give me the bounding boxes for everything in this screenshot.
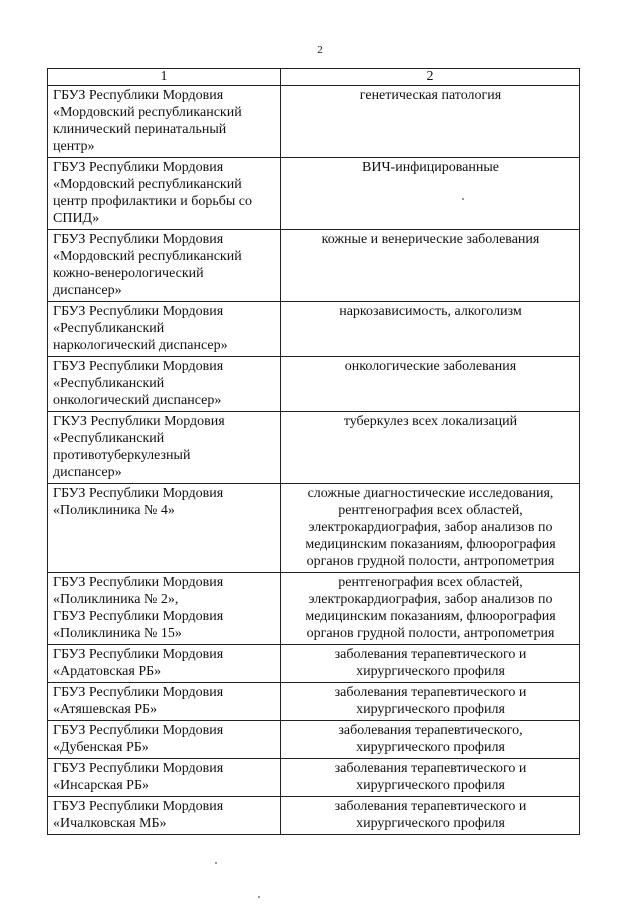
institution-name-line: «Ичалковская МБ» — [53, 816, 167, 831]
institution-name-line: ГБУЗ Республики Мордовия — [53, 723, 224, 738]
service-cell — [281, 721, 580, 759]
table-row — [48, 721, 580, 759]
institution-name-line: «Дубенская РБ» — [53, 740, 149, 755]
institution-name-line: «Мордовский республиканский — [53, 249, 242, 264]
institution-name-line: «Ардатовская РБ» — [53, 664, 162, 679]
table-row — [48, 86, 580, 158]
service-text-line: онкологические заболевания — [344, 359, 517, 374]
service-cell — [281, 759, 580, 797]
service-cell — [281, 86, 580, 158]
service-cell — [281, 573, 580, 645]
table-row — [48, 797, 580, 835]
service-text-line: хирургического профиля — [356, 816, 505, 831]
institution-name-line: «Инсарская РБ» — [53, 778, 149, 793]
service-cell — [281, 412, 580, 484]
service-text-line: кожные и венерические заболевания — [321, 232, 540, 247]
institution-cell — [48, 86, 281, 158]
column-header-2: 2 — [281, 69, 580, 86]
institution-cell — [48, 230, 281, 302]
institution-name-line: «Мордовский республиканский — [53, 177, 242, 192]
table-row — [48, 302, 580, 357]
table-row — [48, 759, 580, 797]
institution-name-line: диспансер» — [53, 283, 122, 298]
institution-cell — [48, 797, 281, 835]
service-text-line: заболевания терапевтического и — [334, 761, 527, 776]
service-text-line: электрокардиография, забор анализов по — [308, 592, 553, 607]
institution-name-line: ГБУЗ Республики Мордовия — [53, 609, 224, 624]
institution-name-line: кожно-венерологический — [53, 266, 204, 281]
institution-cell — [48, 759, 281, 797]
service-text-line: генетическая патология — [359, 88, 502, 103]
institution-name-line: «Атяшевская РБ» — [53, 702, 158, 717]
institution-name-line: «Республиканский — [53, 376, 165, 391]
institution-name-line: ГБУЗ Республики Мордовия — [53, 799, 224, 814]
service-cell — [281, 158, 580, 230]
service-text-line: хирургического профиля — [356, 664, 505, 679]
institution-name-line: СПИД» — [53, 211, 100, 226]
institution-cell — [48, 158, 281, 230]
scan-speck — [258, 896, 260, 898]
institution-name-line: «Поликлиника № 15» — [53, 626, 182, 641]
table-row — [48, 484, 580, 573]
table-row — [48, 683, 580, 721]
table-row — [48, 412, 580, 484]
institution-name-line: ГБУЗ Республики Мордовия — [53, 160, 224, 175]
institution-name-line: «Республиканский — [53, 431, 165, 446]
institution-cell — [48, 357, 281, 412]
institution-name-line: наркологический диспансер» — [53, 338, 228, 353]
institution-name-line: ГКУЗ Республики Мордовия — [53, 414, 225, 429]
service-cell — [281, 357, 580, 412]
service-text-line: заболевания терапевтического и — [334, 647, 527, 662]
service-text-line: ВИЧ-инфицированные — [362, 160, 499, 175]
service-text-line: туберкулез всех локализаций — [343, 414, 518, 429]
institution-name-line: центр профилактики и борьбы со — [53, 194, 253, 209]
institution-cell — [48, 721, 281, 759]
scan-speck — [215, 862, 217, 864]
page-number: 2 — [317, 44, 323, 56]
institution-name-line: «Поликлиника № 2», — [53, 592, 179, 607]
institution-cell — [48, 412, 281, 484]
institution-cell — [48, 573, 281, 645]
table-body — [48, 86, 580, 835]
column-header-1: 1 — [48, 69, 281, 86]
service-cell — [281, 797, 580, 835]
institution-name-line: ГБУЗ Республики Мордовия — [53, 761, 224, 776]
service-text-line: медицинским показаниям, флюорография — [305, 537, 556, 552]
service-cell — [281, 645, 580, 683]
table-header-row — [48, 69, 580, 86]
table-row — [48, 230, 580, 302]
institution-name-line: «Мордовский республиканский — [53, 105, 242, 120]
service-text-line: медицинским показаниям, флюорография — [305, 609, 556, 624]
scan-speck — [462, 198, 464, 200]
service-text-line: хирургического профиля — [356, 702, 505, 717]
table-row — [48, 645, 580, 683]
service-text-line: органов грудной полости, антропометрия — [306, 554, 555, 569]
institution-cell — [48, 302, 281, 357]
institution-name-line: «Поликлиника № 4» — [53, 503, 175, 518]
institution-cell — [48, 645, 281, 683]
institutions-table — [47, 68, 580, 835]
institution-cell — [48, 484, 281, 573]
institution-name-line: ГБУЗ Республики Мордовия — [53, 88, 224, 103]
service-text-line: заболевания терапевтического и — [334, 799, 527, 814]
table-row — [48, 573, 580, 645]
service-text-line: рентгенография всех областей, — [338, 575, 523, 590]
institution-name-line: ГБУЗ Республики Мордовия — [53, 575, 224, 590]
institution-name-line: диспансер» — [53, 465, 122, 480]
institution-name-line: противотуберкулезный — [53, 448, 191, 463]
service-text-line: наркозависимость, алкоголизм — [339, 304, 522, 319]
service-text-line: заболевания терапевтического и — [334, 685, 527, 700]
service-text-line: электрокардиография, забор анализов по — [308, 520, 553, 535]
service-cell — [281, 484, 580, 573]
institution-name-line: «Республиканский — [53, 321, 165, 336]
service-cell — [281, 683, 580, 721]
institution-name-line: ГБУЗ Республики Мордовия — [53, 359, 224, 374]
institution-name-line: центр» — [53, 139, 95, 154]
table-row — [48, 357, 580, 412]
institution-name-line: ГБУЗ Республики Мордовия — [53, 304, 224, 319]
service-text-line: хирургического профиля — [356, 778, 505, 793]
institution-name-line: онкологический диспансер» — [53, 393, 222, 408]
institution-cell — [48, 683, 281, 721]
institution-name-line: клинический перинатальный — [53, 122, 227, 137]
institution-name-line: ГБУЗ Республики Мордовия — [53, 647, 224, 662]
institution-name-line: ГБУЗ Республики Мордовия — [53, 685, 224, 700]
service-text-line: органов грудной полости, антропометрия — [306, 626, 555, 641]
service-cell — [281, 230, 580, 302]
service-text-line: сложные диагностические исследования, — [307, 486, 554, 501]
service-cell — [281, 302, 580, 357]
service-text-line: хирургического профиля — [356, 740, 505, 755]
institution-name-line: ГБУЗ Республики Мордовия — [53, 486, 224, 501]
table-row — [48, 158, 580, 230]
service-text-line: заболевания терапевтического, — [338, 723, 523, 738]
service-text-line: рентгенография всех областей, — [338, 503, 523, 518]
institution-name-line: ГБУЗ Республики Мордовия — [53, 232, 224, 247]
